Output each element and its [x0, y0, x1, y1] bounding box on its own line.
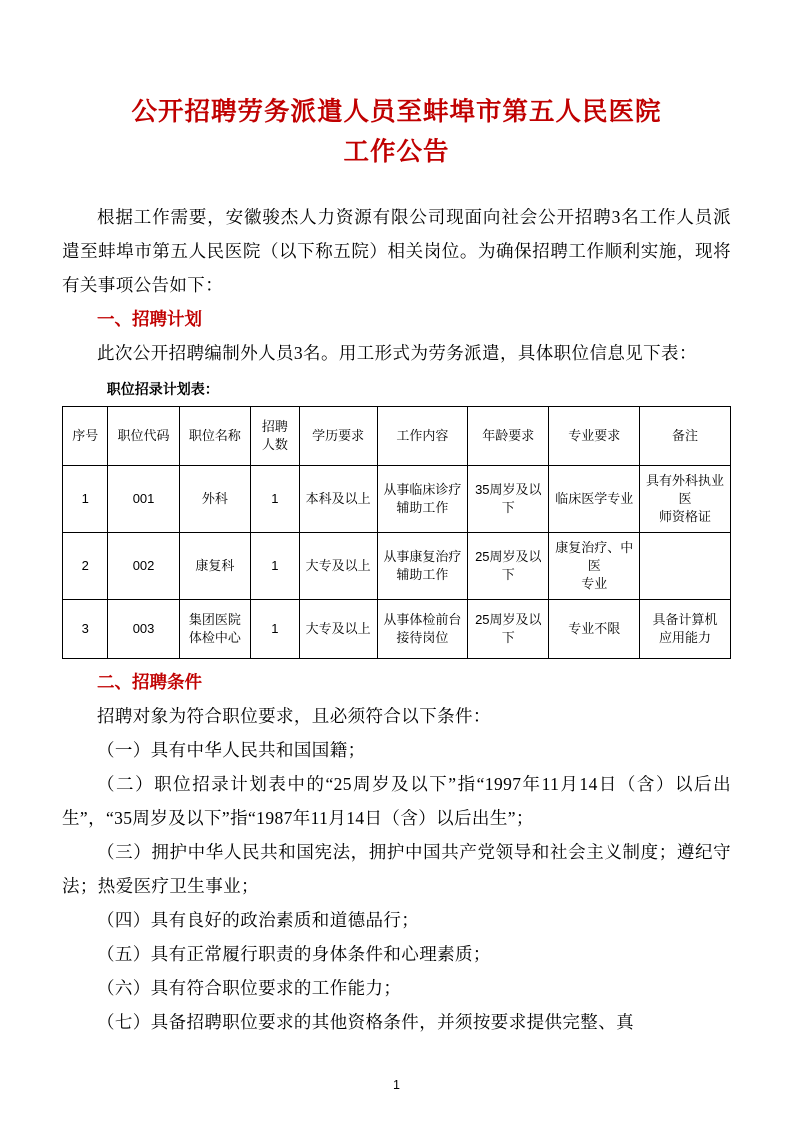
- cell-code: 003: [108, 600, 179, 659]
- table-header-cell: 职位代码: [108, 407, 179, 466]
- cell-work-line2: 辅助工作: [396, 500, 449, 515]
- cell-name-line2: 体检中心: [188, 630, 241, 645]
- page-title: [92, 92, 701, 172]
- cell-remark-line2: 师资格证: [659, 509, 712, 524]
- cell-remark-line1: 具有外科执业医: [646, 473, 725, 506]
- cell-work: [377, 600, 468, 659]
- cell-age: 35周岁及以下: [468, 466, 549, 533]
- cell-major-line1: 康复治疗、中医: [555, 540, 634, 573]
- page-title-line1: 公开招聘劳务派遣人员至蚌埠市第五人民医院: [131, 98, 662, 126]
- table-header-cell: [251, 407, 300, 466]
- cell-name-line1: 康复科: [195, 558, 235, 573]
- cell-age: 25周岁及以下: [468, 600, 549, 659]
- table-header-cell: 年龄要求: [468, 407, 549, 466]
- cell-code: 001: [108, 466, 179, 533]
- condition-item: （四）具有良好的政治素质和道德品行；: [97, 910, 420, 930]
- cell-education: 大专及以上: [299, 600, 377, 659]
- section-heading-1: 一、招聘计划: [97, 309, 202, 329]
- cell-major-line2: 专业: [581, 576, 608, 591]
- page-title-line2: 工作公告: [343, 138, 450, 166]
- cell-count: 1: [251, 533, 300, 600]
- cell-age: 25周岁及以下: [468, 533, 549, 600]
- page-number: 1: [393, 1078, 400, 1092]
- table-row: [63, 466, 731, 533]
- cell-name-line1: 外科: [201, 491, 228, 506]
- cell-count: 1: [251, 600, 300, 659]
- cell-major: [549, 600, 640, 659]
- cell-count: 1: [251, 466, 300, 533]
- cell-no: 2: [63, 533, 108, 600]
- cell-work-line1: 从事康复治疗: [383, 549, 462, 564]
- section2-intro: 招聘对象为符合职位要求，且必须符合以下条件：: [97, 706, 491, 726]
- cell-name: [179, 533, 250, 600]
- table-header-row: [63, 407, 731, 466]
- table-header-cell: 专业要求: [549, 407, 640, 466]
- cell-name: [179, 600, 250, 659]
- cell-work: [377, 533, 468, 600]
- condition-item: （一）具有中华人民共和国国籍；: [97, 740, 366, 760]
- recruitment-plan-table: [62, 406, 731, 659]
- table-header-cell: 学历要求: [299, 407, 377, 466]
- cell-name-line1: 集团医院: [188, 612, 241, 627]
- cell-work-line2: 辅助工作: [396, 567, 449, 582]
- cell-major: [549, 466, 640, 533]
- table-caption: 职位招录计划表：: [106, 381, 219, 397]
- intro-paragraph: 根据工作需要，安徽骏杰人力资源有限公司现面向社会公开招聘3名工作人员派遣至蚌埠市第五人民医院（以下称五院）相关岗位。为确保招聘工作顺利实施，现将有关事项公告如下：: [62, 207, 731, 295]
- cell-major: [549, 533, 640, 600]
- cell-major-line1: 专业不限: [568, 621, 621, 636]
- cell-code: 002: [108, 533, 179, 600]
- table-header-cell: 工作内容: [377, 407, 468, 466]
- cell-education: 本科及以上: [299, 466, 377, 533]
- cell-education: 大专及以上: [299, 533, 377, 600]
- cell-no: 1: [63, 466, 108, 533]
- condition-item: （七）具备招聘职位要求的其他资格条件，并须按要求提供完整、真: [97, 1012, 634, 1032]
- cell-work-line2: 接待岗位: [396, 630, 449, 645]
- cell-work-line1: 从事临床诊疗: [383, 482, 462, 497]
- cell-remark: [640, 533, 731, 600]
- condition-item: （五）具有正常履行职责的身体条件和心理素质；: [97, 944, 491, 964]
- cell-major-line1: 临床医学专业: [555, 491, 634, 506]
- cell-no: 3: [63, 600, 108, 659]
- table-header-count-line2: 人数: [261, 437, 288, 452]
- cell-remark: [640, 466, 731, 533]
- cell-remark-line2: 应用能力: [659, 630, 712, 645]
- cell-remark-line1: 具备计算机: [652, 612, 718, 627]
- condition-item: （二）职位招录计划表中的“25周岁及以下”指“1997年11月14日（含）以后出生”，“35周岁及以下”指“1987年11月14日（含）以后出生”；: [62, 774, 731, 828]
- condition-item: （三）拥护中华人民共和国宪法，拥护中国共产党领导和社会主义制度；遵纪守法；热爱医疗卫生事业；: [62, 842, 731, 896]
- table-row: [63, 533, 731, 600]
- section1-paragraph: 此次公开招聘编制外人员3名。用工形式为劳务派遣，具体职位信息见下表：: [97, 343, 697, 363]
- cell-work-line1: 从事体检前台: [383, 612, 462, 627]
- table-header-cell: 职位名称: [179, 407, 250, 466]
- cell-name: [179, 466, 250, 533]
- table-header-cell: 序号: [63, 407, 108, 466]
- table-header-cell: 备注: [640, 407, 731, 466]
- condition-item: （六）具有符合职位要求的工作能力；: [97, 978, 402, 998]
- section-heading-2: 二、招聘条件: [97, 672, 202, 692]
- table-header-count-line1: 招聘: [261, 419, 288, 434]
- cell-work: [377, 466, 468, 533]
- table-row: [63, 600, 731, 659]
- cell-remark: [640, 600, 731, 659]
